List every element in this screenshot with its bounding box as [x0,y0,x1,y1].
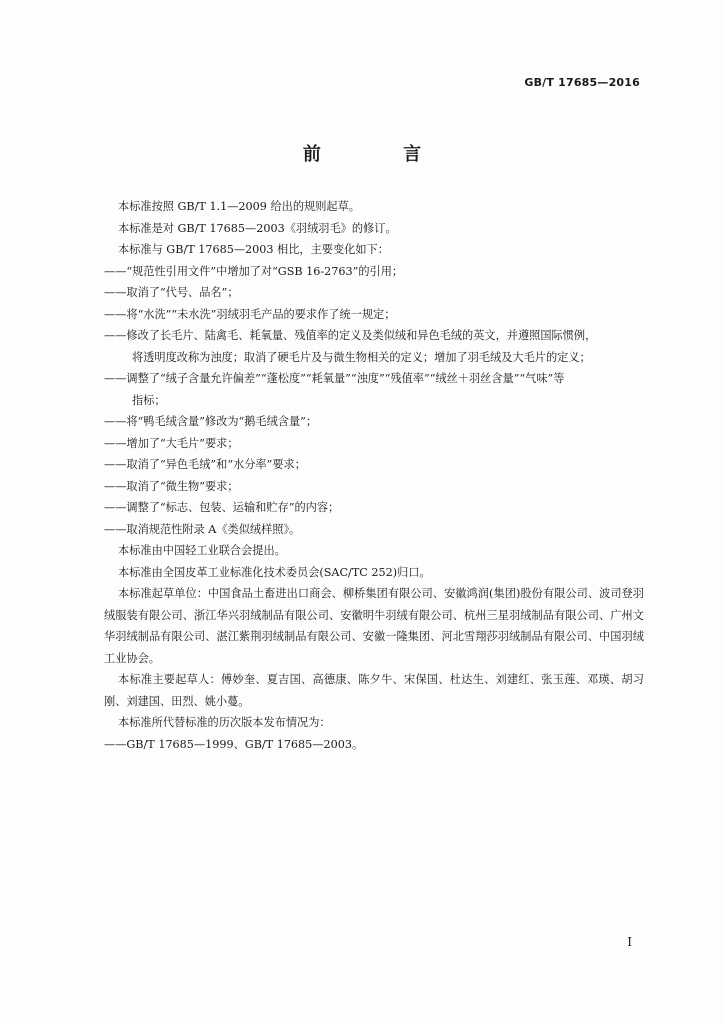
change-item: ——取消了“微生物”要求； [104,479,239,493]
paragraph-drafters: 本标准主要起草人：傅妙奎、夏吉国、高德康、陈夕牛、宋保国、杜达生、刘建红、张玉莲、邓瑛、胡习刚、刘建国、田烈、姚小蔓。 [104,673,644,708]
change-item: ——取消了“异色毛绒”和“水分率”要求； [104,458,306,471]
paragraph-drafting-units: 本标准起草单位：中国食品土畜进出口商会、柳桥集团有限公司、安徽鸿润(集团)股份有限公司、波司登羽绒服装有限公司、浙江华兴羽绒制品有限公司、安徽明牛羽绒有限公司、杭州三星羽绒制品有限公司、广州文华羽绒制品有限公司、湛江紫荆羽绒制品有限公司、安徽一隆集团、河北雪翔莎羽绒制品有限公司、中国羽绒工业协会。 [104,587,644,665]
change-item: ——“规范性引用文件”中增加了对“GSB 16-2763”的引用； [104,264,404,278]
change-item-continued: 将透明度改称为浊度；取消了硬毛片及与微生物相关的定义；增加了羽毛绒及大毛片的定义； [132,350,591,364]
foreword-body [104,196,644,755]
change-item: ——修改了长毛片、陆禽毛、耗氧量、残值率的定义及类似绒和异色毛绒的英文，并遵照国际惯例， [104,329,597,342]
change-item: ——将“水洗”“未水洗”羽绒羽毛产品的要求作了统一规定； [104,307,396,321]
history-item: ——GB/T 17685—1999、GB/T 17685—2003。 [104,737,364,751]
change-item-continued: 指标； [132,393,166,407]
paragraph-revision: 本标准是对 GB/T 17685—2003《羽绒羽毛》的修订。 [118,221,397,235]
paragraph-proposer: 本标准由中国轻工业联合会提出。 [118,544,286,557]
paragraph-technical-committee: 本标准由全国皮革工业标准化技术委员会(SAC/TC 252)归口。 [118,565,431,579]
change-item: ——增加了“大毛片”要求； [104,436,239,450]
change-item: ——调整了“标志、包装、运输和贮存”的内容； [104,501,340,514]
standard-code: GB/T 17685—2016 [524,76,640,89]
page-number: I [627,935,632,949]
paragraph-history-intro: 本标准所代替标准的历次版本发布情况为： [118,716,331,729]
page-title: 前 言 [302,144,460,165]
change-item: ——将“鸭毛绒含量”修改为“鹅毛绒含量”； [104,415,318,428]
change-item: ——取消了“代号、品名”； [104,286,239,299]
paragraph-drafting-rules: 本标准按照 GB/T 1.1—2009 给出的规则起草。 [118,200,360,213]
change-item: ——取消规范性附录 A《类似绒样照》。 [104,522,301,536]
paragraph-changes-intro: 本标准与 GB/T 17685—2003 相比，主要变化如下： [118,243,389,256]
change-item: ——调整了“绒子含量允许偏差”“蓬松度”“耗氧量”“浊度”“残值率”“绒丝＋羽丝含量”“气味”等 [104,372,565,385]
